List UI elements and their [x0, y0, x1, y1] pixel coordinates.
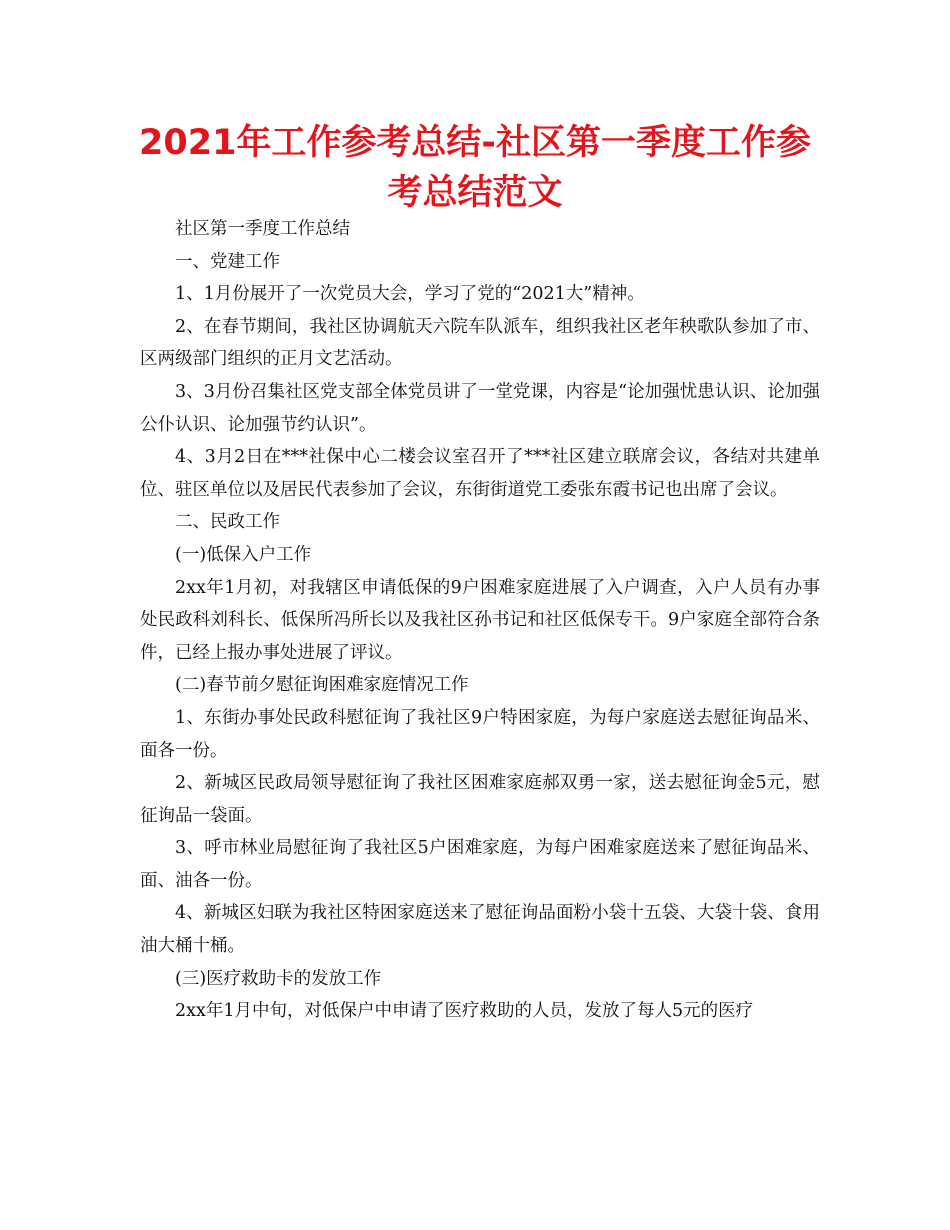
paragraph: 2、新城区民政局领导慰征询了我社区困难家庭郝双勇一家，送去慰征询金5元，慰征询品一袋面。: [140, 773, 820, 826]
paragraph: 1、1月份展开了一次党员大会，学习了党的“2021大”精神。: [175, 284, 645, 305]
document-title: 2021年工作参考总结-社区第一季度工作参考总结范文: [139, 123, 811, 213]
document-body: [140, 213, 820, 1028]
paragraph: 3、呼市林业局慰征询了我社区5户困难家庭，为每户困难家庭送来了慰征询品米、面、油各一份。: [140, 838, 820, 891]
paragraph-heading: 社区第一季度工作总结: [175, 219, 350, 239]
paragraph: 2、在春节期间，我社区协调航天六院车队派车，组织我社区老年秧歌队参加了市、区两级部门组织的正月文艺活动。: [140, 316, 820, 370]
paragraph: 2xx年1月中旬，对低保户中申请了医疗救助的人员，发放了每人5元的医疗: [175, 1001, 754, 1022]
section-heading-civil: 二、民政工作: [175, 512, 280, 533]
section-heading-party: 一、党建工作: [175, 251, 280, 272]
paragraph: 4、新城区妇联为我社区特困家庭送来了慰征询品面粉小袋十五袋、大袋十袋、食用油大桶十桶。: [140, 903, 820, 957]
paragraph: 1、东街办事处民政科慰征询了我社区9户特困家庭，为每户家庭送去慰征询品米、面各一份。: [140, 707, 820, 761]
paragraph: 3、3月份召集社区党支部全体党员讲了一堂党课，内容是“论加强忧患认识、论加强公仆认识、论加强节约认识”。: [140, 381, 820, 435]
subsection-heading: (一)低保入户工作: [175, 544, 312, 565]
subsection-heading: (二)春节前夕慰征询困难家庭情况工作: [175, 675, 469, 696]
paragraph: 4、3月2日在***社保中心二楼会议室召开了***社区建立联席会议，各结对共建单位、驻区单位以及居民代表参加了会议，东街街道党工委张东霞书记也出席了会议。: [140, 447, 820, 500]
paragraph: 2xx年1月初，对我辖区申请低保的9户困难家庭进展了入户调查，入户人员有办事处民政科刘科长、低保所冯所长以及我社区孙书记和社区低保专干。9户家庭全部符合条件，已经上报办事处进展了评议。: [140, 577, 820, 663]
subsection-heading: (三)医疗救助卡的发放工作: [175, 968, 382, 989]
